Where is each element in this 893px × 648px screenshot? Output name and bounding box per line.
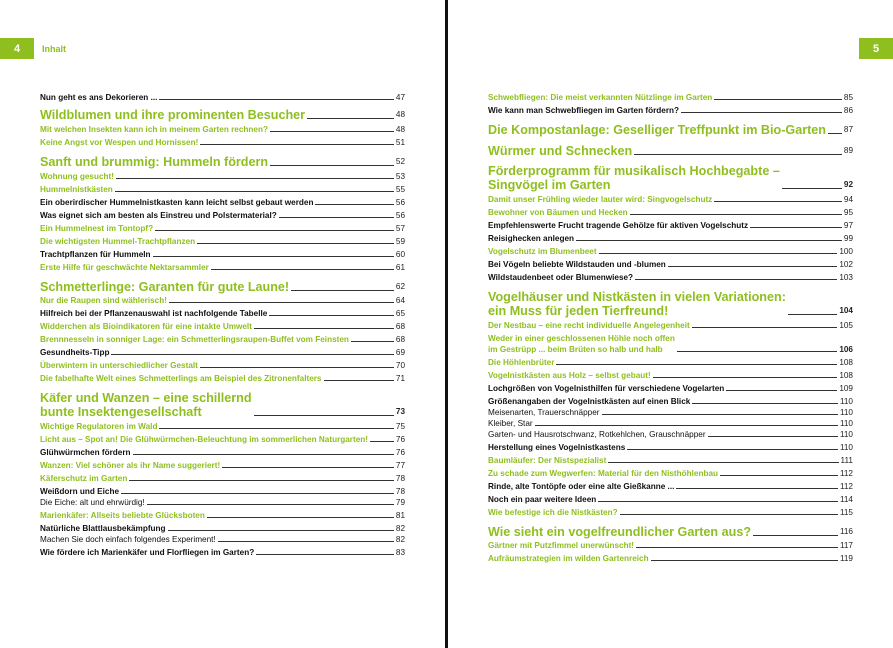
toc-entry (40, 523, 405, 534)
toc-chapter-entry (488, 123, 853, 137)
leader-line (635, 279, 837, 280)
page-number-left: 4 (0, 38, 34, 59)
leader-line (168, 530, 394, 531)
toc-entry-title: Meisenarten, Trauerschnäpper (488, 408, 600, 417)
toc-entry-title: Wichtige Regulatoren im Wald (40, 422, 158, 431)
toc-page-number: 51 (395, 138, 405, 147)
leader-line (147, 504, 394, 505)
toc-entry (488, 396, 853, 407)
leader-line (254, 415, 394, 416)
leader-line (556, 364, 837, 365)
toc-page-number: 117 (839, 541, 853, 550)
toc-entry-title: Größenangaben der Vogelnistkästen auf einen Blick (488, 397, 691, 406)
leader-line (222, 467, 394, 468)
toc-column-left (40, 92, 405, 558)
toc-entry-title: Widderchen als Bioindikatoren für eine intakte Umwelt (40, 322, 252, 331)
toc-entry-title: Aufräumstrategien im wilden Gartenreich (488, 554, 649, 563)
toc-page-number: 52 (395, 157, 405, 166)
leader-line (256, 554, 394, 555)
toc-page-number: 53 (395, 172, 405, 181)
toc-page-number: 62 (395, 282, 405, 291)
toc-entry-title: Hummelnistkästen (40, 185, 113, 194)
toc-entry-title: Wie fördere ich Marienkäfer und Florfliegen im Garten? (40, 548, 255, 557)
toc-entry (488, 357, 853, 368)
toc-page-number: 71 (395, 374, 405, 383)
toc-chapter-entry (40, 280, 405, 294)
toc-page-number: 110 (839, 408, 853, 417)
toc-page-number: 94 (843, 195, 853, 204)
toc-entry-title-line: im Gestrüpp ... beim Brüten so halb und halb (488, 345, 663, 354)
leader-line (121, 493, 394, 494)
toc-page-number: 97 (843, 221, 853, 230)
leader-line (627, 449, 838, 450)
leader-line (788, 314, 837, 315)
toc-entry-title: Natürliche Blattlausbekämpfung (40, 524, 166, 533)
toc-page-number: 115 (839, 508, 853, 517)
toc-page-number: 116 (839, 527, 853, 536)
toc-entry-title-line: Weder in einer geschlossenen Höhle noch offen (488, 334, 675, 343)
toc-entry (488, 494, 853, 505)
toc-entry (40, 360, 405, 371)
toc-chapter-entry (488, 164, 853, 192)
leader-line (324, 380, 394, 381)
toc-entry-title: Gesundheits-Tipp (40, 348, 110, 357)
leader-line (169, 302, 394, 303)
toc-entry-title: Marienkäfer: Allseits beliebte Glücksboten (40, 511, 205, 520)
toc-entry-title: Garten- und Hausrotschwanz, Rotkehlchen, Grauschnäpper (488, 430, 706, 439)
leader-line (653, 377, 838, 378)
toc-page-number: 103 (839, 273, 853, 282)
leader-line (714, 99, 842, 100)
leader-line (677, 351, 837, 352)
toc-page-number: 48 (395, 110, 405, 119)
leader-line (200, 367, 394, 368)
leader-line (636, 547, 838, 548)
toc-page-number: 112 (839, 482, 853, 491)
toc-entry (40, 249, 405, 260)
toc-page-number: 110 (839, 430, 853, 439)
toc-entry (488, 455, 853, 466)
toc-entry-title: Vogelnistkästen aus Holz – selbst gebaut! (488, 371, 651, 380)
leader-line (159, 99, 394, 100)
leader-line (315, 204, 393, 205)
leader-line (218, 541, 394, 542)
toc-entry-title: Glühwürmchen fördern (40, 448, 131, 457)
leader-line (129, 480, 394, 481)
leader-line (269, 315, 394, 316)
toc-chapter-entry (488, 144, 853, 158)
toc-entry-title: Die Kompostanlage: Geselliger Treffpunkt im Bio-Garten (488, 123, 826, 137)
toc-entry-title: Wildblumen und ihre prominenten Besucher (40, 108, 306, 122)
toc-entry-title-line: Singvögel im Garten (488, 178, 611, 192)
leader-line (634, 154, 842, 155)
toc-entry-title: Nur die Raupen sind wählerisch! (40, 296, 167, 305)
toc-page-number: 119 (839, 554, 853, 563)
toc-page-number: 106 (839, 345, 853, 354)
toc-entry (40, 486, 405, 497)
toc-chapter-entry (40, 155, 405, 169)
toc-chapter-entry (488, 525, 853, 539)
toc-entry-title: Ein Hummelnest im Tontopf? (40, 224, 154, 233)
toc-page-number: 86 (843, 106, 853, 115)
toc-chapter-entry (40, 391, 405, 419)
toc-page-number: 60 (395, 250, 405, 259)
toc-entry-title: Wohnung gesucht! (40, 172, 114, 181)
toc-entry (40, 92, 405, 103)
leader-line (620, 514, 838, 515)
toc-entry (488, 320, 853, 331)
toc-page-number: 48 (395, 125, 405, 134)
leader-line (828, 133, 842, 134)
toc-entry-title: Rinde, alte Tontöpfe oder eine alte Gießkanne ... (488, 482, 675, 491)
toc-page-number: 56 (395, 211, 405, 220)
toc-entry (488, 370, 853, 381)
toc-entry-title: Mit welchen Insekten kann ich in meinem Garten rechnen? (40, 125, 268, 134)
toc-entry-title: Bei Vögeln beliebte Wildstauden und -blumen (488, 260, 666, 269)
toc-page-number: 69 (395, 348, 405, 357)
toc-page-number: 59 (395, 237, 405, 246)
toc-page-number: 76 (395, 435, 405, 444)
toc-entry (488, 233, 853, 244)
toc-entry (40, 184, 405, 195)
toc-page-number: 68 (395, 322, 405, 331)
leader-line (207, 517, 394, 518)
toc-chapter-entry (488, 290, 853, 318)
toc-entry-title: Wildstaudenbeet oder Blumenwiese? (488, 273, 634, 282)
toc-page-number: 61 (395, 263, 405, 272)
toc-entry (40, 421, 405, 432)
toc-page-number: 70 (395, 361, 405, 370)
leader-line (651, 560, 838, 561)
toc-entry-title: Gärtner mit Putzfimmel unerwünscht! (488, 541, 635, 550)
toc-page-number: 64 (395, 296, 405, 305)
toc-page-number: 87 (843, 125, 853, 134)
toc-entry-title: Damit unser Frühling wieder lauter wird: Singvogelschutz (488, 195, 713, 204)
toc-entry (488, 468, 853, 479)
toc-entry-title: Reisighecken anlegen (488, 234, 575, 243)
toc-entry-title: Schwebfliegen: Die meist verkannten Nützlinge im Garten (488, 93, 713, 102)
toc-entry (40, 347, 405, 358)
toc-entry (40, 197, 405, 208)
leader-line (576, 240, 842, 241)
toc-entry-title: Trachtpflanzen für Hummeln (40, 250, 151, 259)
leader-line (720, 475, 838, 476)
book-spine (445, 0, 448, 648)
toc-entry (488, 407, 853, 418)
toc-page-number: 110 (839, 419, 853, 428)
toc-page-number: 68 (395, 335, 405, 344)
toc-entry (40, 447, 405, 458)
toc-entry-title: Kleiber, Star (488, 419, 533, 428)
toc-entry (488, 259, 853, 270)
toc-page-number: 85 (843, 93, 853, 102)
leader-line (750, 227, 842, 228)
toc-entry (488, 383, 853, 394)
leader-line (111, 354, 393, 355)
leader-line (676, 488, 838, 489)
toc-entry-title: Schmetterlinge: Garanten für gute Laune! (40, 280, 290, 294)
leader-line (599, 253, 838, 254)
leader-line (279, 217, 394, 218)
toc-entry (40, 137, 405, 148)
toc-entry (40, 497, 405, 508)
leader-line (115, 191, 394, 192)
leader-line (211, 269, 394, 270)
leader-line (197, 243, 394, 244)
leader-line (726, 390, 837, 391)
toc-entry (40, 321, 405, 332)
toc-entry-title-line: Vogelhäuser und Nistkästen in vielen Variationen: (488, 290, 786, 304)
toc-page-number: 95 (843, 208, 853, 217)
toc-entry-title-line: Förderprogramm für musikalisch Hochbegabte – (488, 164, 780, 178)
toc-chapter-entry (40, 108, 405, 122)
toc-page-number: 99 (843, 234, 853, 243)
toc-entry (488, 442, 853, 453)
leader-line (535, 425, 838, 426)
toc-page-number: 78 (395, 474, 405, 483)
leader-line (159, 428, 393, 429)
toc-page-number: 110 (839, 443, 853, 452)
toc-entry-title: Weißdorn und Eiche (40, 487, 119, 496)
toc-page-number: 108 (839, 371, 853, 380)
running-header: Inhalt (42, 44, 66, 54)
toc-column-right (488, 92, 853, 564)
toc-entry (40, 510, 405, 521)
leader-line (681, 112, 842, 113)
leader-line (307, 118, 394, 119)
toc-entry (40, 124, 405, 135)
toc-entry-title: Keine Angst vor Wespen und Hornissen! (40, 138, 199, 147)
toc-page-number: 89 (843, 146, 853, 155)
toc-entry-title: Der Nestbau – eine recht individuelle Angelegenheit (488, 321, 690, 330)
toc-entry (488, 333, 853, 355)
toc-page-number: 82 (395, 524, 405, 533)
toc-entry-title: Hilfreich bei der Pflanzenauswahl ist nachfolgende Tabelle (40, 309, 268, 318)
toc-entry (40, 262, 405, 273)
toc-entry-title: Käferschutz im Garten (40, 474, 128, 483)
toc-entry-title-line: bunte Insektengesellschaft (40, 405, 202, 419)
toc-entry-title-line: Käfer und Wanzen – eine schillernd (40, 391, 252, 405)
toc-entry (40, 223, 405, 234)
leader-line (133, 454, 394, 455)
leader-line (116, 178, 394, 179)
toc-entry-title: Licht aus – Spot an! Die Glühwürmchen-Beleuchtung im sommerlichen Naturgarten! (40, 435, 368, 444)
toc-entry-title: Brennnesseln in sonniger Lage: ein Schmetterlingsraupen-Buffet vom Feinsten (40, 335, 349, 344)
leader-line (608, 462, 838, 463)
toc-entry (40, 308, 405, 319)
toc-entry-title: Würmer und Schnecken (488, 144, 633, 158)
toc-entry-title: Herstellung eines Vogelnistkastens (488, 443, 626, 452)
toc-entry-title: Zu schade zum Wegwerfen: Material für den Nisthöhlenbau (488, 469, 719, 478)
toc-entry-title: Die fabelhafte Welt eines Schmetterlings am Beispiel des Zitronenfalters (40, 374, 322, 383)
leader-line (351, 341, 394, 342)
toc-entry (488, 553, 853, 564)
toc-entry-title: Wanzen: Viel schöner als ihr Name suggeriert! (40, 461, 221, 470)
leader-line (598, 501, 838, 502)
toc-entry-title: Erste Hilfe für geschwächte Nektarsammler (40, 263, 209, 272)
toc-page-number: 112 (839, 469, 853, 478)
toc-entry (40, 373, 405, 384)
leader-line (753, 535, 838, 536)
toc-entry-title: Die Höhlenbrüter (488, 358, 555, 367)
toc-entry (40, 210, 405, 221)
toc-page-number: 108 (839, 358, 853, 367)
leader-line (714, 201, 842, 202)
toc-entry (488, 418, 853, 429)
leader-line (153, 256, 394, 257)
toc-entry (488, 272, 853, 283)
toc-entry (488, 220, 853, 231)
leader-line (668, 266, 838, 267)
toc-page-number: 114 (839, 495, 853, 504)
toc-page-number: 83 (395, 548, 405, 557)
toc-entry (40, 473, 405, 484)
toc-page-number: 111 (840, 456, 853, 465)
toc-entry (488, 246, 853, 257)
leader-line (370, 441, 394, 442)
toc-page-number: 92 (843, 180, 853, 189)
toc-page-number: 100 (839, 247, 853, 256)
leader-line (630, 214, 842, 215)
toc-entry (488, 507, 853, 518)
leader-line (270, 165, 394, 166)
toc-entry-title: Machen Sie doch einfach folgendes Experiment! (40, 535, 216, 544)
toc-entry-title: Sanft und brummig: Hummeln fördern (40, 155, 269, 169)
toc-entry-title: Empfehlenswerte Frucht tragende Gehölze für aktiven Vogelschutz (488, 221, 749, 230)
toc-entry (488, 92, 853, 103)
toc-entry-title: Die Eiche: alt und ehrwürdig! (40, 498, 145, 507)
toc-entry-title: Überwintern in unterschiedlicher Gestalt (40, 361, 198, 370)
toc-entry (40, 547, 405, 558)
leader-line (254, 328, 394, 329)
toc-entry (40, 171, 405, 182)
toc-entry (40, 295, 405, 306)
toc-entry-title: Wie befestige ich die Nistkästen? (488, 508, 618, 517)
toc-page-number: 82 (395, 535, 405, 544)
toc-page-number: 55 (395, 185, 405, 194)
toc-entry (40, 434, 405, 445)
toc-entry (40, 534, 405, 545)
toc-page-number: 105 (839, 321, 853, 330)
leader-line (692, 403, 838, 404)
toc-entry-title-line: ein Muss für jeden Tierfreund! (488, 304, 669, 318)
toc-page-number: 73 (395, 407, 405, 416)
toc-entry (40, 236, 405, 247)
toc-entry-title: Wie kann man Schwebfliegen im Garten fördern? (488, 106, 680, 115)
leader-line (270, 131, 394, 132)
leader-line (782, 188, 842, 189)
toc-page-number: 104 (839, 306, 853, 315)
toc-page-number: 56 (395, 198, 405, 207)
toc-page-number: 102 (839, 260, 853, 269)
page-number-right: 5 (859, 38, 893, 59)
toc-page-number: 75 (395, 422, 405, 431)
toc-page-number: 78 (395, 487, 405, 496)
leader-line (155, 230, 394, 231)
leader-line (291, 290, 394, 291)
leader-line (708, 436, 838, 437)
toc-entry (488, 105, 853, 116)
toc-entry-title: Die wichtigsten Hummel-Trachtpflanzen (40, 237, 196, 246)
toc-page-number: 77 (395, 461, 405, 470)
toc-entry (488, 429, 853, 440)
toc-page-number: 109 (839, 384, 853, 393)
toc-entry (40, 334, 405, 345)
toc-page-number: 57 (395, 224, 405, 233)
toc-entry-title: Ein oberirdischer Hummelnistkasten kann leicht selbst gebaut werden (40, 198, 314, 207)
toc-page-number: 76 (395, 448, 405, 457)
toc-entry-title: Lochgrößen von Vogelnisthilfen für verschiedene Vogelarten (488, 384, 725, 393)
toc-entry-title: Vogelschutz im Blumenbeet (488, 247, 597, 256)
leader-line (200, 144, 394, 145)
leader-line (602, 414, 838, 415)
toc-entry-title: Baumläufer: Der Nistspezialist (488, 456, 607, 465)
toc-page-number: 79 (395, 498, 405, 507)
toc-entry-title: Was eignet sich am besten als Einstreu und Polstermaterial? (40, 211, 277, 220)
toc-page-number: 65 (395, 309, 405, 318)
leader-line (692, 327, 838, 328)
toc-page-number: 110 (839, 397, 853, 406)
toc-entry (488, 540, 853, 551)
toc-entry-title: Nun geht es ans Dekorieren ... (40, 93, 158, 102)
toc-entry (40, 460, 405, 471)
toc-entry-title: Wie sieht ein vogelfreundlicher Garten aus? (488, 525, 752, 539)
toc-page-number: 47 (395, 93, 405, 102)
toc-page-number: 81 (395, 511, 405, 520)
toc-entry-title: Noch ein paar weitere Ideen (488, 495, 597, 504)
toc-entry-title: Bewohner von Bäumen und Hecken (488, 208, 628, 217)
toc-entry (488, 194, 853, 205)
toc-entry (488, 481, 853, 492)
toc-entry (488, 207, 853, 218)
